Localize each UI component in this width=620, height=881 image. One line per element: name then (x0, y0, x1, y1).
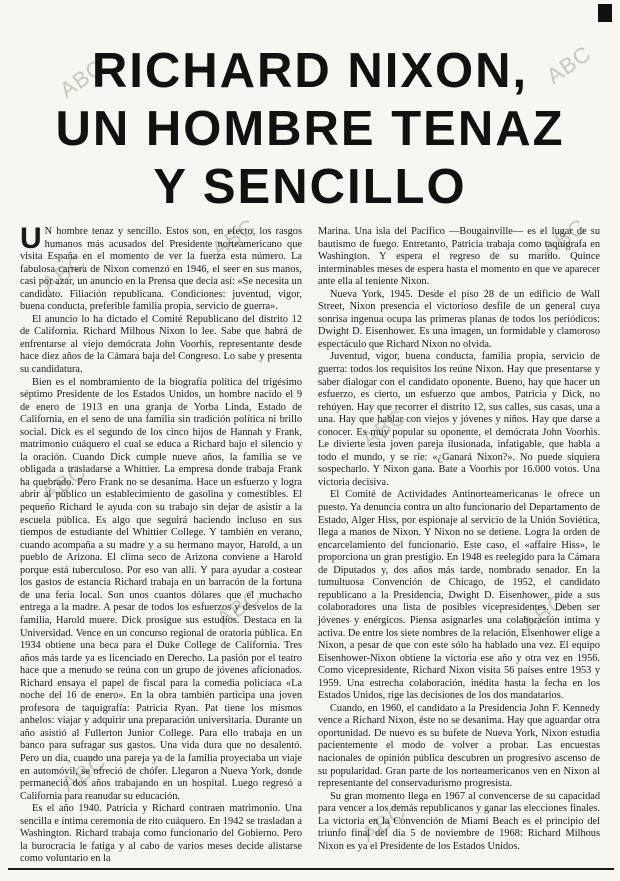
paragraph: Nueva York, 1945. Desde el piso 28 de un edificio de Wall Street, Nixon presencia el victorioso desfile de un general cuya sonrisa ingenua ocupa las primeras planas de todos los periódicos: Dwight D. Eisenhower. Es una imagen, un formidable y clamoroso espectáculo que Richard Nixon no olvida. (318, 288, 600, 350)
article-column-right (318, 226, 600, 853)
bottom-rule (8, 868, 614, 870)
paragraph: Marina. Una isla del Pacífico —Bougainville— es el lugar de su bautismo de fuego. Entretanto, Patricia trabaja como taquígrafa en Washington. Y espera el regreso de su marido. Quince interminables meses de espera hasta el momento en que ve aparecer ante ella al teniente Nixon. (318, 226, 600, 288)
watermark-abc-3: ABC (36, 248, 91, 297)
watermark-abc-9: ABC (516, 588, 571, 637)
watermark-abc-1: ABC (54, 54, 109, 103)
watermark-abc-11: ABC (356, 798, 411, 847)
paragraph: Bien es el nombramiento de la biografía política del trigésimo séptimo Presidente de los Estados Unidos, un hombre nacido el 9 de enero de 1913 en una granja de Yorba Linda, Estado de California, en el seno de una familia sin tradición política ni brillo social. Dick es el segundo de los cinco hijos de Hannah y Frank, matrimonio cuáquero el cual se educa a Richard bajo el silencio y la oración. Cuando Dick cumple nueve años, la familia se ve obligada a trasladarse a Whittier. La empresa donde trabaja Frank ha quebrado. Pero Frank no se desanima. Hace un esfuerzo y logra abrir al público un establecimiento de gasolina y comestibles. El pequeño Richard le ayuda con su trabajo sin dejar de asistir a la escuela pública. Es algo que seguirá haciendo incluso en sus tiempos de estudiante del Whittier College. Y también en verano, cuando acompaña a su madre y a su hermano mayor, Harold, a un pueblo de Arizona. El clima seco de Arizona conviene a Harold porque está tuberculoso. Por eso van allí. Y para ayudar a costear los gastos de estancia Richard trabaja en un barracón de la fortuna de una feria local. Son unos cuantos dólares que el muchacho entrega a la madre. A pesar de todos los esfuerzos y desvelos de la familia, Harold muere. Dick prosigue sus estudios. Destaca en la Universidad. Vence en un concurso regional de oratoria pública. En 1934 obtiene una beca para el Duke College de California. Tres años más tarde ya es licenciado en Derecho. La pasión por el teatro hace que a menudo se reúna con un grupo de jóvenes aficionados. Richard ensaya el papel de fiscal para la comedia policíaca «La noche del 16 de enero». En la obra también participa una joven profesora de taquigrafía: Patricia Ryan. Pat tiene los mismos anhelos: viajar y adquirir una preparación universitaria. Durante un año asistió al Fullerton Junior College. Para ello trabaja en un banco para sufragar sus gastos. Una vida dura que no desalentó. Pero un día, cuando una pareja ya de la familia proyectaba un viaje en automóvil, se ofreció de chófer. Llegaron a Nueva York, donde permaneció dos años trabajando en un hospital. Luego regresó a California para reanudar su educación. (20, 376, 302, 802)
paragraph: El Comité de Actividades Antinorteamericanas le ofrece un puesto. Ya denuncia contra un alto funcionario del Departamento de Estado, Alger Hiss, por espionaje al servicio de la Unión Soviética, llega a manos de Nixon. Y Nixon no se detiene. Logra la orden de encarcelamiento del funcionario. Este caso, el «affaire Hiss», le proporciona un gran prestigio. En 1948 es reelegido para la Cámara de Diputados y, dos años más tarde, nombrado senador. En la tumultuosa Convención de Chicago, de 1952, el candidato republicano a la Presidencia, Dwight D. Eisenhower, pide a sus colaboradores una lista de posibles vicepresidentes. Deben ser jóvenes y enérgicos. Piensa asignarles una colaboración íntima y activa. De entre los siete nombres de la relación, Eisenhower elige a Nixon, a pesar de que con este sólo ha hablado una vez. El equipo Eisenhower-Nixon obtiene la victoria ese año y otra vez en 1956. Como vicepresidente, Richard Nixon visita 56 países entre 1953 y 1959. Una estrecha colaboración, inédita hasta la fecha en los Estados Unidos, rige las decisiones de los dos mandatarios. (318, 489, 600, 702)
watermark-abc-6: ABC (356, 403, 411, 452)
paragraph: Su gran momento llega en 1967 al convencerse de su capacidad para vencer a los demás republicanos y ganar las elecciones finales. La victoria en la Convención de Miami Beach es el principio del triunfo final del día 5 de noviembre de 1968: Richard Milhous Nixon es ya el Presidente de los Estados Unidos. (318, 790, 600, 852)
drop-cap: U (20, 222, 42, 255)
watermark-abc-5: ABC (536, 213, 591, 262)
paragraph: Cuando, en 1960, el candidato a la Presidencia John F. Kennedy vence a Richard Nixon, éste no se desanima. Hay que aguardar otra oportunidad. De nuevo es su bufete de Nueva York, Nixon estudia pacientemente el modo de volver a probar. Las encuestas nacionales de opinión pública descubren un progresivo ascenso de su popularidad. Gran parte de los norteamericanos ven en Nixon al representante del conservadurismo progresista. (318, 702, 600, 790)
watermark-abc-4: ABC (206, 213, 261, 262)
watermark-abc-8: ABC (211, 583, 266, 632)
headline-line-1: RICHARD NIXON, (91, 44, 529, 98)
paragraph: Es el año 1940. Patricia y Richard contraen matrimonio. Una sencilla e íntima ceremonia de rito cuáquero. En 1942 se trasladan a Washington. Richard trabaja como funcionario del Gobierno. Pero la burocracia le fatiga y al cabo de varios meses decide alistarse como voluntario en la (20, 803, 302, 865)
headline-line-2: UN HOMBRE TENAZ (55, 102, 565, 156)
watermark-abc-2: ABC (541, 40, 596, 89)
watermark-abc-7: ABC (36, 458, 91, 507)
article-column-left (20, 222, 302, 866)
headline-line-3: Y SENCILLO (153, 160, 467, 214)
paragraph (20, 222, 302, 314)
watermark-abc-10: ABC (56, 748, 111, 797)
paragraph: Juventud, vigor, buena conducta, familia propia, servicio de guerra: todos los requisitos los reúne Nixon. Hay que presentarse y saber dialogar con el candidato oponente. Bueno, hay que hacer un esfuerzo, es cierto, un esfuerzo que ambos, Patricia y Dick, no rehúyen. Hay que recorrer el distrito 12, sus calles, sus casas, una a una. Hay que hablar con viejos y jóvenes y niños. Hay que darse a conocer. Es muy popular su oponente, el demócrata John Voorhis. Le divierte esta joven pareja ilusionada, infatigable, que habla a todo el mundo, y se ríe: «¿Ganará Nixon?». No puede siquiera sospecharlo. Y Nixon gana. Bate a Voorhis por 16.000 votos. Una victoria decisiva. (318, 351, 600, 488)
page-corner-mark (598, 4, 612, 22)
paragraph: El anuncio lo ha dictado el Comité Republicano del distrito 12 de California. Richard Milhous Nixon lo lee. Sabe que habrá de enfrentarse al viejo demócrata John Voorhis, representante desde hace diez años de la Cámara baja del Congreso. Lo sabe y presenta su candidatura. (20, 313, 302, 376)
paragraph-text: N hombre tenaz y sencillo. Estos son, en efecto, los rasgos humanos más acusados del Presidente norteamericano que visita España en el momento de ver la fuerza esta número. La fabulosa carrera de Nixon comenzó en 1946, el seer en sus manos, casi por azar, un anuncio en la Prensa que decía así: «Se necesita un candidato. Filiación republicana. Condiciones: juventud, vigor, buena conducta, preferible familia propia, servicio de guerra». (20, 226, 302, 313)
